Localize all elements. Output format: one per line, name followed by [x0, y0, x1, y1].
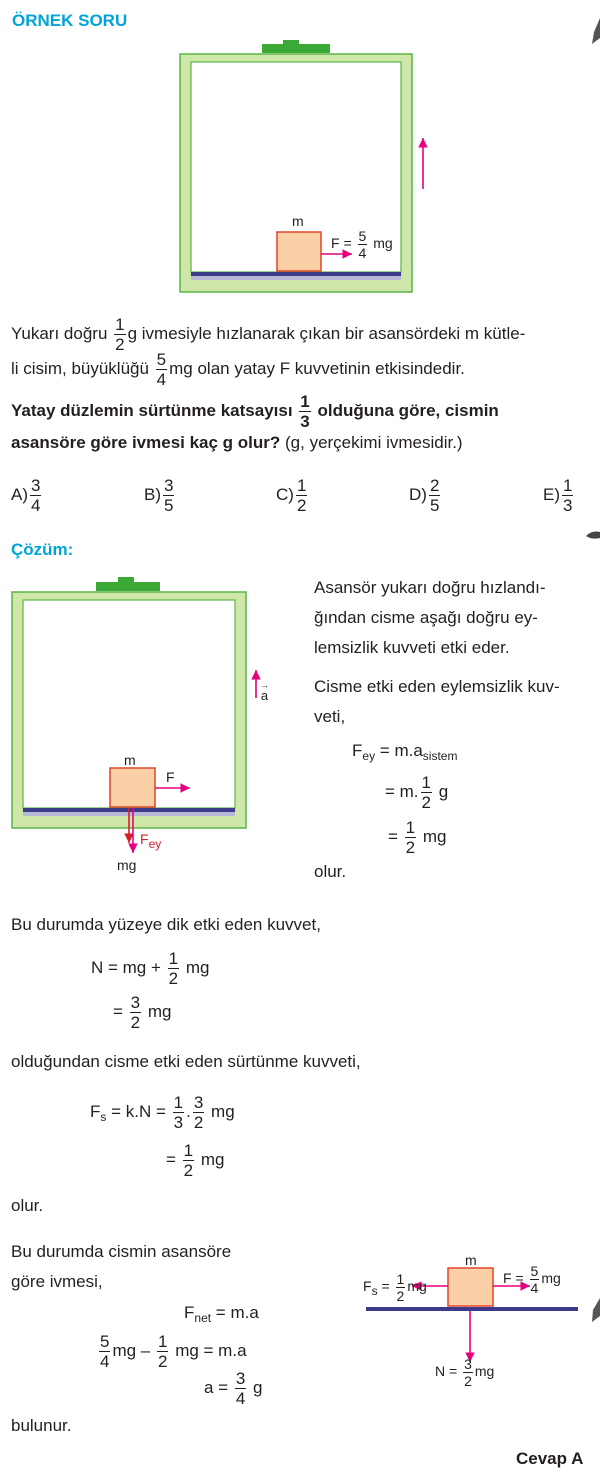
page-edge-mark-icon — [588, 18, 600, 46]
force2-label: F — [166, 769, 175, 785]
mass2-block — [110, 768, 155, 807]
mass-block — [277, 232, 321, 271]
sol-para5-line1: Bu durumda cismin asansöre — [11, 1242, 232, 1261]
sol-para1-line2: ğından cisme aşağı doğru ey- — [314, 608, 538, 627]
sol-para2-line2: veti, — [314, 707, 346, 726]
mg-label: mg — [117, 857, 137, 873]
solution-heading: Çözüm: — [11, 540, 74, 559]
eq-n2: = $\frac{3}{2}$ mg — [113, 993, 172, 1032]
page-edge-dot-icon — [584, 530, 600, 540]
question-line-4: asansöre göre ivmesi kaç g olur? (g, yerçekimi ivmesidir.) — [11, 433, 463, 452]
fbd-n-label: N = $\frac{3}{2}$ mg — [435, 1356, 495, 1389]
elevator-diagram-1 — [0, 0, 600, 300]
mass-label: m — [292, 213, 304, 229]
fbd-f-label: F = $\frac{5}{4}$ mg — [503, 1263, 561, 1296]
eq-fs1: $F_s = k.N$ = $\frac{1}{3}$ . $\frac{3}{2}$ mg — [90, 1093, 235, 1132]
bulunur: bulunur. — [11, 1416, 72, 1435]
sol-para2-line1: Cisme etki eden eylemsizlik kuv- — [314, 677, 560, 696]
eq-newton: $\frac{5}{4}$ mg – $\frac{1}{2}$ mg = m.a — [100, 1332, 247, 1371]
eq-fnet: $F_{net} = m.a$ — [184, 1303, 259, 1325]
question-line-3: Yatay düzlemin sürtünme katsayısı $\frac{1}{3}$ olduğuna göre, cismin — [11, 392, 499, 431]
option-d: D) $\frac{2}{5}$ — [409, 476, 440, 515]
olur-1: olur. — [314, 862, 347, 881]
fbd-block — [448, 1268, 493, 1306]
fey-label: $F_{ey}$ — [140, 831, 162, 851]
question-line-1: Yukarı doğru $\frac{1}{2}$ g ivmesiyle hızlanarak çıkan bir asansördeki m kütle- — [11, 315, 526, 354]
olur-2: olur. — [11, 1196, 44, 1215]
option-c: C) $\frac{1}{2}$ — [276, 476, 307, 515]
eq-accel: a = $\frac{3}{4}$ g — [204, 1369, 263, 1408]
sol-para4: olduğundan cisme etki eden sürtünme kuvveti, — [11, 1052, 361, 1071]
sol-para3: Bu durumda yüzeye dik etki eden kuvvet, — [11, 915, 321, 934]
example-heading: ÖRNEK SORU — [12, 11, 128, 30]
elevator-floor — [191, 272, 401, 276]
answer-label: Cevap A — [516, 1449, 584, 1468]
eq-fey: $F_{ey} = m.a_{sistem}$ — [352, 741, 458, 763]
elevator-floor-shade — [191, 276, 401, 280]
option-e: E) $\frac{1}{3}$ — [543, 476, 573, 515]
accel-label: → a — [260, 680, 269, 703]
force-label: F = $\frac{5}{4}$ mg — [331, 228, 393, 261]
page-edge-mark2-icon — [588, 1298, 600, 1324]
fbd-surface — [366, 1307, 578, 1311]
fbd-mass-label: m — [465, 1252, 477, 1268]
sol-para1-line3: lemsizlik kuvveti etki eder. — [314, 638, 510, 657]
eq-fey-step2: = m. $\frac{1}{2}$ g — [385, 773, 449, 812]
sol-para5-line2: göre ivmesi, — [11, 1272, 103, 1291]
eq-n1: N = mg + $\frac{1}{2}$ mg — [91, 949, 210, 988]
elevator2-top-cap — [96, 582, 160, 591]
eq-fey-step3: = $\frac{1}{2}$ mg — [388, 818, 447, 857]
fbd-fs-label: $F_s$ = $\frac{1}{2}$ mg — [363, 1271, 427, 1304]
option-a: A) $\frac{3}{4}$ — [11, 476, 41, 515]
eq-fs2: = $\frac{1}{2}$ mg — [166, 1141, 225, 1180]
option-b: B) $\frac{3}{5}$ — [144, 476, 174, 515]
mass2-label: m — [124, 752, 136, 768]
question-line-2: li cisim, büyüklüğü $\frac{5}{4}$ mg olan yatay F kuvvetinin etkisindedir. — [11, 350, 465, 389]
sol-para1-line1: Asansör yukarı doğru hızlandı- — [314, 578, 546, 597]
elevator-top-cap — [262, 44, 330, 53]
